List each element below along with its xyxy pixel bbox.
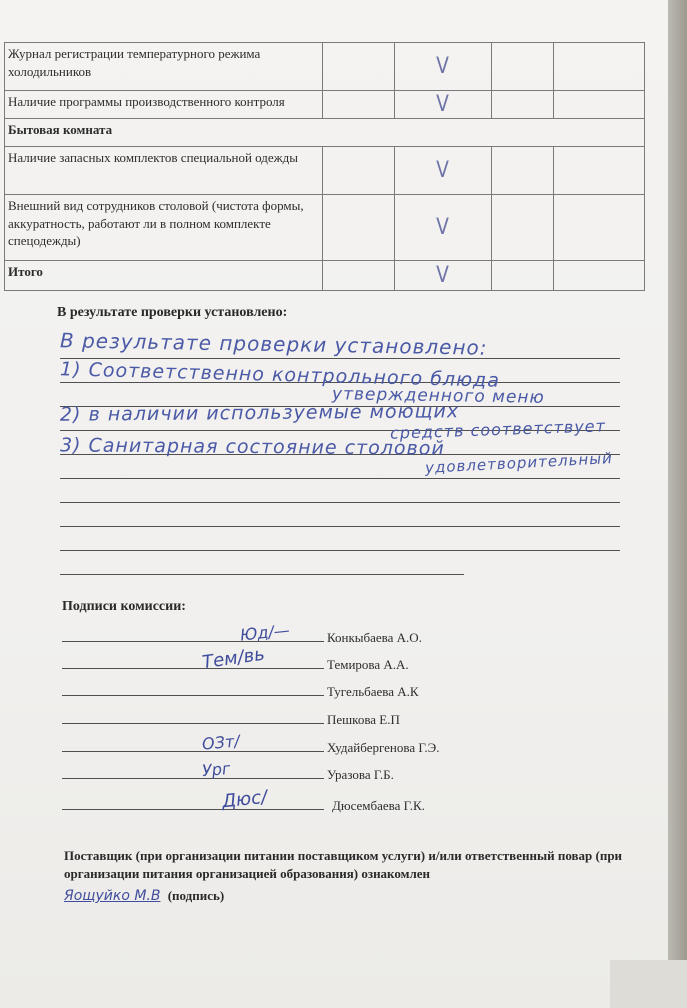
table-row — [5, 43, 645, 91]
member-name: Худайбергенова Г.Э. — [327, 740, 440, 755]
writing-line — [60, 502, 620, 503]
check-mark: V — [436, 157, 450, 183]
supplier-statement: Поставщик (при организации питании поставщиком услуги) и/или ответственный повар (при организации питания организацией образования) ознакомлен — [64, 848, 623, 881]
signature-line — [62, 668, 324, 669]
table-row — [5, 91, 645, 119]
signature-row — [62, 643, 442, 674]
total-label: Итого — [5, 261, 323, 291]
signature-line — [62, 695, 324, 696]
signature-caption: (подпись) — [167, 888, 225, 903]
member-name: Темирова А.А. — [327, 657, 409, 672]
signature-row — [62, 704, 442, 728]
member-name: Пешкова Е.П — [327, 712, 400, 727]
member-name: Уразова Г.Б. — [327, 767, 394, 782]
handwritten-line: средств соответствует — [389, 416, 607, 443]
row-label: Наличие программы производственного контроля — [5, 91, 323, 119]
handwritten-line: утвержденного меню — [331, 384, 546, 408]
section-heading: Бытовая комната — [5, 119, 645, 147]
underlying-page — [610, 960, 687, 1008]
handwritten-supplier-name: Яощуйко М.В — [64, 888, 161, 904]
signature-line — [62, 751, 324, 752]
handwritten-signature: Юд/— — [239, 620, 291, 645]
member-name: Конкыбаева А.О. — [327, 630, 422, 645]
row-label: Наличие запасных комплектов специальной одежды — [5, 147, 323, 195]
handwritten-signature: Ург — [201, 758, 232, 781]
writing-line — [60, 526, 620, 527]
table-row — [5, 147, 645, 195]
result-title: В результате проверки установлено: — [57, 305, 288, 320]
signature-row — [62, 732, 442, 756]
row-label: Внешний вид сотрудников столовой (чистота формы, аккуратность, работают ли в полном комплекте спецодежды) — [5, 195, 323, 261]
check-mark: V — [436, 91, 450, 117]
member-name: Тугельбаева А.К — [327, 684, 419, 699]
handwritten-line: 3) Санитарная состояние столовой — [59, 434, 445, 460]
signature-row — [62, 786, 442, 814]
check-mark: V — [436, 214, 450, 240]
supplier-signature-block — [64, 888, 224, 904]
writing-line — [60, 358, 620, 359]
handwritten-signature: Дюс/ — [221, 786, 269, 813]
signature-line — [62, 641, 324, 642]
table-total-row — [5, 261, 645, 291]
writing-line — [60, 478, 620, 479]
table-row — [5, 195, 645, 261]
handwritten-line: В результате проверки установлено: — [59, 328, 488, 360]
handwritten-line: 2) в наличии используемые моющих — [59, 400, 460, 426]
check-mark: V — [436, 262, 450, 288]
row-label: Журнал регистрации температурного режима холодильников — [5, 43, 323, 91]
handwritten-signature: Тем/вь — [200, 643, 267, 674]
signature-row — [62, 759, 442, 783]
table-section-row — [5, 119, 645, 147]
member-name: Дюсембаева Г.К. — [332, 798, 425, 813]
signature-line — [62, 723, 324, 724]
handwritten-line: 1) Соответственно контрольного блюда — [59, 358, 501, 392]
check-mark: V — [436, 53, 450, 79]
handwritten-signature: ОЗт/ — [201, 731, 241, 754]
handwritten-line: удовлетворительный — [424, 449, 614, 477]
signature-row — [62, 622, 442, 646]
signatures-title: Подписи комиссии: — [62, 599, 186, 614]
writing-line — [60, 574, 464, 575]
page-edge — [668, 0, 687, 1008]
inspection-table — [4, 42, 645, 291]
writing-line — [60, 550, 620, 551]
signature-line — [62, 778, 324, 779]
signature-row — [62, 676, 442, 700]
signature-line — [62, 809, 324, 810]
